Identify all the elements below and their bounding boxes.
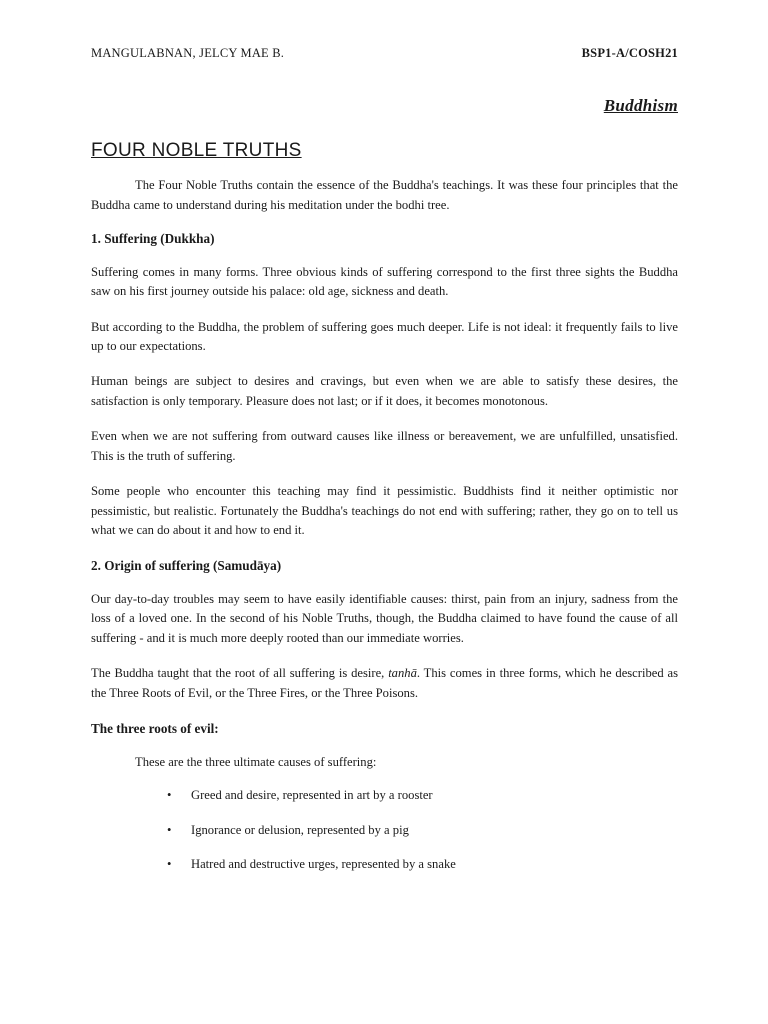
term-tanha: tanhā: [388, 666, 417, 681]
subject-title: Buddhism: [603, 96, 678, 115]
roots-intro: These are the three ultimate causes of suffering:: [135, 754, 377, 769]
paragraph-desire: [91, 664, 678, 703]
paragraph: Some people who encounter this teaching may find it pessimistic. Buddhists find it neither optimistic nor pessimistic, but realistic. Fortunately the Buddha's teachings do not end with suffering; rather, they go on to tell us what we can do about it and how to end it.: [91, 483, 678, 538]
paragraph: Human beings are subject to desires and cravings, but even when we are able to satisfy these desires, the satisfaction is only temporary. Pleasure does not last; or if it does, it becomes monotonous.: [91, 374, 678, 408]
list-item-text: Hatred and destructive urges, represented by a snake: [191, 857, 456, 872]
student-name: MANGULABNAN, JELCY MAE B.: [91, 46, 285, 60]
list-item: [167, 855, 678, 875]
roots-list: [91, 786, 678, 875]
list-item: [167, 786, 678, 806]
bullet-icon: •: [167, 788, 172, 803]
intro-paragraph: The Four Noble Truths contain the essence of the Buddha's teachings. It was these four principles that the Buddha came to understand during his meditation under the bodhi tree.: [91, 178, 678, 212]
paragraph-text: The Buddha taught that the root of all suffering is desire,: [91, 666, 389, 681]
course-code: BSP1-A/COSH21: [581, 46, 678, 60]
paragraph: But according to the Buddha, the problem of suffering goes much deeper. Life is not ideal: it frequently fails to live up to our expectations.: [91, 319, 678, 354]
list-item-text: Ignorance or delusion, represented by a pig: [191, 822, 409, 837]
document-body: [91, 176, 678, 890]
section-heading-suffering: 1. Suffering (Dukkha): [91, 231, 215, 247]
list-item: [167, 821, 678, 841]
document-page: [91, 0, 678, 1024]
paragraph: Suffering comes in many forms. Three obvious kinds of suffering correspond to the first three sights the Buddha saw on his first journey outside his palace: old age, sickness and death.: [91, 264, 678, 299]
paragraph: Our day-to-day troubles may seem to have easily identifiable causes: thirst, pain from an injury, sadness from the loss of a loved one. In the second of his Noble Truths, though, the Buddha claimed to have found the cause of all suffering - and it is much more deeply rooted than our immediate worries.: [91, 591, 678, 646]
section-heading-origin: 2. Origin of suffering (Samudāya): [91, 558, 282, 574]
bullet-icon: •: [167, 857, 172, 872]
page-title: FOUR NOBLE TRUTHS: [91, 140, 302, 161]
bullet-icon: •: [167, 822, 172, 837]
list-item-text: Greed and desire, represented in art by a rooster: [191, 788, 433, 803]
paragraph-text: . This comes in three forms, which he described as the Three Roots of Evil, or the Three Fires, or the Three Poisons.: [91, 666, 678, 700]
paragraph: Even when we are not suffering from outward causes like illness or bereavement, we are unfulfilled, unsatisfied. This is the truth of suffering.: [91, 429, 678, 463]
roots-heading: The three roots of evil:: [91, 721, 219, 737]
